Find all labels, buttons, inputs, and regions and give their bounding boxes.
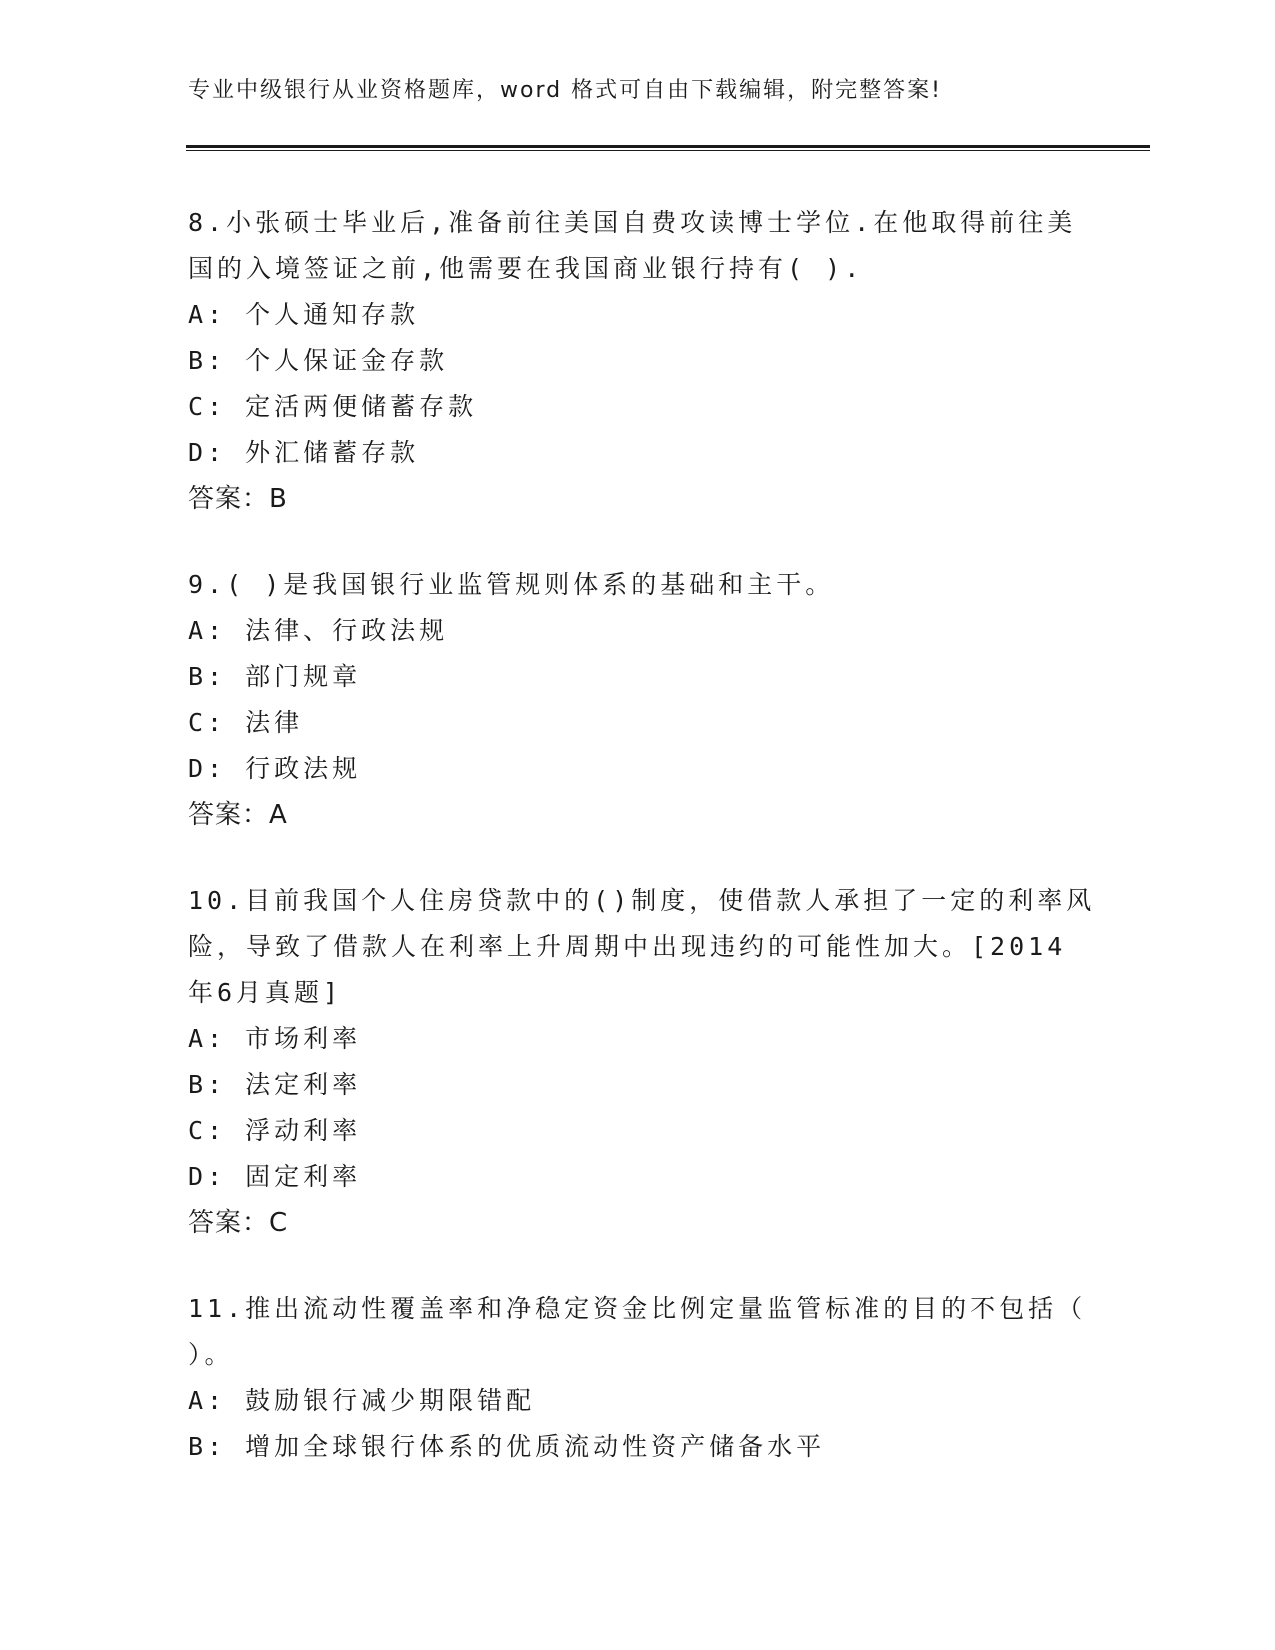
- answer-text: 答案：B: [188, 484, 288, 514]
- question-11: [188, 1286, 1088, 1470]
- question-8: [188, 200, 1088, 522]
- document-header: 专业中级银行从业资格题库，word 格式可自由下载编辑，附完整答案!: [188, 78, 942, 103]
- question-9: [188, 562, 1088, 838]
- question-stem: [188, 200, 1088, 292]
- question-stem-line: 8.小张硕士毕业后,准备前往美国自费攻读博士学位.在他取得前往美: [188, 208, 1077, 237]
- option-c: C: 法律: [188, 708, 304, 737]
- option-a: A: 个人通知存款: [188, 300, 420, 329]
- option-b: B: 法定利率: [188, 1070, 362, 1099]
- question-stem-line: 国的入境签证之前,他需要在我国商业银行持有( ).: [188, 254, 864, 283]
- option-c: C: 浮动利率: [188, 1116, 362, 1145]
- question-stem-line: 11.推出流动性覆盖率和净稳定资金比例定量监管标准的目的不包括（: [188, 1294, 1087, 1323]
- option-b: B: 增加全球银行体系的优质流动性资产储备水平: [188, 1432, 826, 1461]
- header-divider-thin: [186, 150, 1150, 151]
- option-a: A: 法律、行政法规: [188, 616, 449, 645]
- option-b: B: 部门规章: [188, 662, 362, 691]
- question-stem-line: 9.( )是我国银行业监管规则体系的基础和主干。: [188, 570, 835, 599]
- option-b: B: 个人保证金存款: [188, 346, 449, 375]
- option-d: D: 行政法规: [188, 754, 362, 783]
- question-stem-line: ）。: [188, 1340, 234, 1369]
- question-10: [188, 878, 1096, 1246]
- answer-text: 答案：C: [188, 1208, 289, 1238]
- option-d: D: 外汇储蓄存款: [188, 438, 420, 467]
- option-c: C: 定活两便储蓄存款: [188, 392, 478, 421]
- question-list: [188, 200, 1096, 1510]
- question-stem: [188, 1286, 1088, 1378]
- option-a: A: 市场利率: [188, 1024, 362, 1053]
- question-stem: [188, 562, 1088, 608]
- answer-text: 答案：A: [188, 800, 288, 830]
- question-stem-line: 10.目前我国个人住房贷款中的()制度，使借款人承担了一定的利率风: [188, 886, 1096, 915]
- option-d: D: 固定利率: [188, 1162, 362, 1191]
- option-a: A: 鼓励银行减少期限错配: [188, 1386, 536, 1415]
- header-divider-thick: [186, 145, 1150, 148]
- question-stem-line: 年6月真题]: [188, 978, 343, 1007]
- question-stem: [188, 878, 1096, 1016]
- question-stem-line: 险，导致了借款人在利率上升周期中出现违约的可能性加大。[2014: [188, 932, 1067, 961]
